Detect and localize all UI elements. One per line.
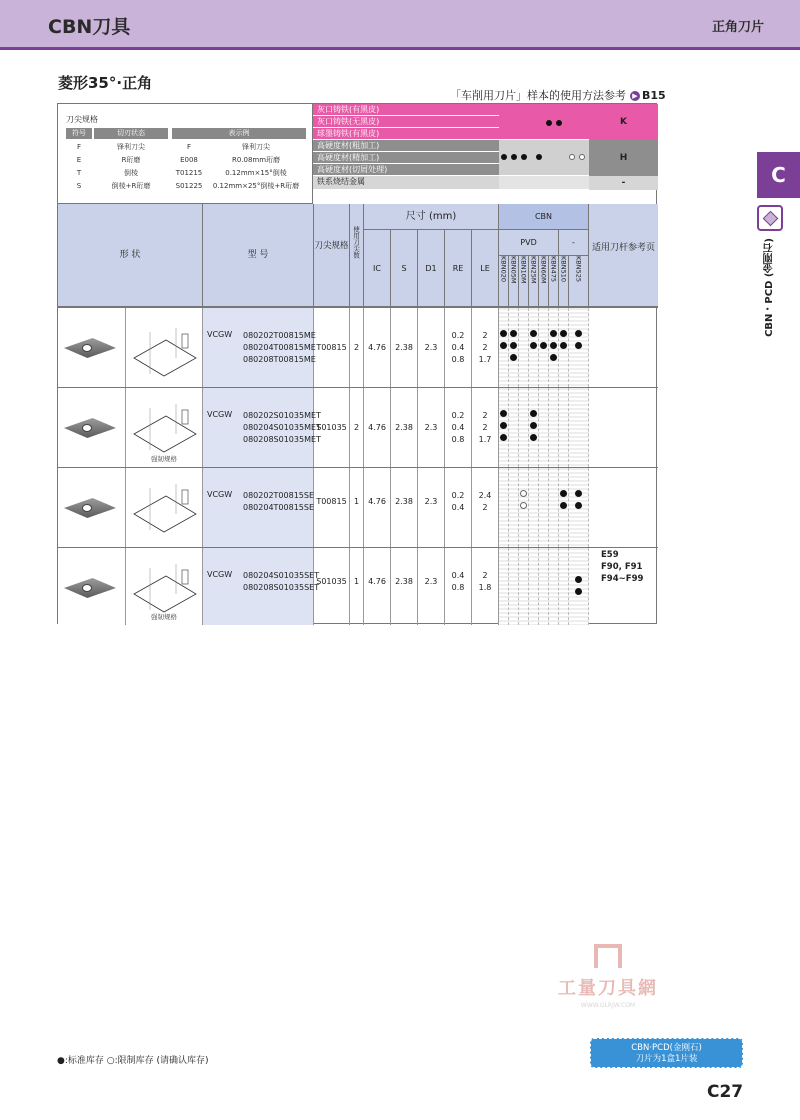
stock-dot	[510, 330, 517, 337]
stock-dot	[540, 342, 547, 349]
model-number[interactable]: 080202T00815ME	[243, 331, 316, 340]
legend-cell: T	[76, 169, 82, 177]
model-list	[243, 570, 319, 594]
model-number[interactable]: 080202S01035MET	[243, 411, 321, 420]
column-ref: 适用刀杆参考页	[589, 204, 658, 307]
tough-spec-note: 强韧规格	[151, 455, 177, 463]
tip-spec-cell: T00815	[314, 468, 350, 547]
model-prefix: VCGW	[207, 570, 233, 579]
le-cell: 2 2 1.7	[472, 388, 499, 467]
stock-dot	[550, 342, 557, 349]
model-cell	[203, 308, 314, 387]
insert-photo	[58, 468, 126, 547]
reference-note-text: 「车削用刀片」样本的使用方法参考	[450, 89, 626, 102]
re-cell: 0.2 0.4 0.8	[445, 388, 472, 467]
availability-dot	[579, 154, 585, 160]
stock-dot	[530, 330, 537, 337]
material-row: 铁系烧结金属	[313, 176, 499, 190]
model-list	[243, 490, 314, 514]
insert-photo	[58, 548, 126, 625]
reference-page-link[interactable]: F94~F99	[601, 574, 644, 584]
legend-cell: 0.12mm×15°倒棱	[225, 169, 287, 177]
stock-dot	[575, 588, 582, 595]
column-ic: IC	[364, 230, 391, 307]
watermark-name: 工量刀具網	[558, 978, 658, 999]
model-list	[243, 410, 321, 446]
packaging-badge	[590, 1038, 743, 1068]
badge-line: 刀片为1盒1片装	[635, 1054, 698, 1064]
re-cell: 0.2 0.4	[445, 468, 472, 547]
section-title: 菱形35°·正角	[58, 74, 153, 92]
d1-cell: 2.3	[418, 468, 445, 547]
grade-header: KBN525	[569, 256, 589, 307]
ic-cell: 4.76	[364, 388, 391, 467]
model-number[interactable]: 080208S01035SET	[243, 583, 320, 592]
table-row	[58, 547, 658, 625]
column-d1: D1	[418, 230, 445, 307]
ic-cell: 4.76	[364, 468, 391, 547]
d1-cell: 2.3	[418, 388, 445, 467]
legend-header-example: 表示例	[172, 128, 306, 139]
material-grid-h	[499, 140, 589, 176]
grade-header: KBN05M	[509, 256, 519, 307]
stock-legend: ●:标准库存 ○:限制库存 (请确认库存)	[57, 1056, 209, 1066]
material-grid-k	[499, 104, 589, 140]
grade-header: KBN60M	[539, 256, 549, 307]
model-prefix: VCGW	[207, 490, 233, 499]
availability-dot	[501, 154, 507, 160]
model-prefix: VCGW	[207, 330, 233, 339]
limited-stock-dot	[520, 490, 527, 497]
tip-spec-cell: S01035	[314, 388, 350, 467]
insert-photo	[58, 308, 126, 387]
availability-dot	[546, 120, 552, 126]
model-number[interactable]: 080204T00815ME	[243, 343, 316, 352]
table-row	[58, 467, 658, 547]
stock-dot	[560, 490, 567, 497]
model-number[interactable]: 080208T00815ME	[243, 355, 316, 364]
d1-cell: 2.3	[418, 308, 445, 387]
legend-cell: 倒棱+R珩磨	[111, 182, 151, 190]
le-cell: 2 2 1.7	[472, 308, 499, 387]
column-shape: 形 状	[58, 204, 203, 307]
stock-dot	[500, 342, 507, 349]
material-row: 灰口铸铁(有黑皮)	[313, 104, 499, 116]
grade-header: KBN25M	[529, 256, 539, 307]
insert-drawing	[126, 468, 203, 547]
model-number[interactable]: 080208S01035MET	[243, 435, 321, 444]
model-list	[243, 330, 316, 366]
stock-dot	[560, 342, 567, 349]
watermark-logo-icon	[594, 944, 622, 968]
stock-dot	[530, 422, 537, 429]
stock-dot	[530, 410, 537, 417]
legend-title: 刀尖规格	[66, 115, 98, 124]
legend-cell: E	[76, 156, 82, 164]
legend-cell: F	[76, 143, 82, 151]
header-title: CBN刀具	[48, 16, 131, 38]
ic-cell: 4.76	[364, 548, 391, 625]
insert-photo	[58, 388, 126, 467]
page-number: C27	[707, 1082, 744, 1102]
d1-cell: 2.3	[418, 548, 445, 625]
column-cbn: CBN	[499, 204, 589, 230]
re-cell: 0.4 0.8	[445, 548, 472, 625]
stock-dot	[500, 434, 507, 441]
tip-spec-legend	[58, 104, 313, 204]
column-corners-label: 使用刀尖数	[352, 226, 360, 259]
column-dash: -	[559, 230, 589, 256]
model-number[interactable]: 080204S01035MET	[243, 423, 321, 432]
availability-dot	[536, 154, 542, 160]
watermark	[538, 944, 678, 1009]
s-cell: 2.38	[391, 388, 418, 467]
stock-dot	[575, 330, 582, 337]
model-number[interactable]: 080202T00815SE	[243, 491, 315, 500]
grade-header: KBN510	[559, 256, 569, 307]
material-row: 高硬度材(切屑处理)	[313, 164, 499, 176]
page-header	[0, 0, 800, 50]
material-row: 高硬度材(精加工)	[313, 152, 499, 164]
le-cell: 2 1.8	[472, 548, 499, 625]
stock-dot	[500, 422, 507, 429]
s-cell: 2.38	[391, 548, 418, 625]
material-code-h: H	[589, 140, 658, 176]
legend-cell: R珩磨	[121, 156, 141, 164]
stock-dot	[550, 354, 557, 361]
legend-cell: 0.12mm×25°倒棱+R珩磨	[212, 182, 300, 190]
header-category: 正角刀片	[711, 20, 764, 35]
limited-stock-dot	[520, 502, 527, 509]
model-cell	[203, 388, 321, 467]
stock-dot	[575, 576, 582, 583]
stock-dot	[550, 330, 557, 337]
material-row: 灰口铸铁(无黑皮)	[313, 116, 499, 128]
corners-cell: 2	[350, 388, 364, 467]
column-size: 尺寸 (mm)	[364, 204, 499, 230]
corners-cell: 2	[350, 308, 364, 387]
product-table	[57, 103, 657, 624]
legend-cell: S01225	[175, 182, 203, 190]
stock-dot	[500, 410, 507, 417]
grade-header: KBN10M	[519, 256, 529, 307]
stock-dot	[530, 342, 537, 349]
legend-cell: F	[186, 143, 192, 151]
insert-diamond-icon	[757, 205, 783, 231]
column-tip-spec: 刀尖规格	[314, 204, 350, 307]
availability-dot	[521, 154, 527, 160]
tip-spec-cell: T00815	[314, 308, 350, 387]
model-cell	[203, 468, 314, 547]
legend-cell: E008	[180, 156, 198, 164]
material-grid-other	[499, 176, 589, 190]
reference-page-link[interactable]: E59	[601, 550, 619, 560]
ic-cell: 4.76	[364, 308, 391, 387]
reference-page[interactable]: B15	[642, 89, 666, 102]
le-cell: 2.4 2	[472, 468, 499, 547]
chapter-tab[interactable]: C	[757, 152, 800, 198]
stock-dot	[500, 330, 507, 337]
legend-header-state: 切刃状态	[94, 128, 168, 139]
grade-header: KBN020	[499, 256, 509, 307]
stock-dot	[560, 502, 567, 509]
reference-note	[450, 87, 666, 103]
legend-cell: 锋利刀尖	[117, 143, 145, 151]
material-row: 高硬度材(粗加工)	[313, 140, 499, 152]
grade-header: KBN475	[549, 256, 559, 307]
column-model: 型 号	[203, 204, 314, 307]
stock-dot	[575, 342, 582, 349]
insert-drawing	[126, 548, 203, 625]
material-row: 球墨铸铁(有黑皮)	[313, 128, 499, 140]
stock-dot	[560, 330, 567, 337]
legend-cell: S	[76, 182, 82, 190]
watermark-url: WWW.GLRJW.COM	[580, 1002, 636, 1009]
stock-dot	[510, 342, 517, 349]
tough-spec-note: 强韧规格	[151, 613, 177, 621]
column-le: LE	[472, 230, 499, 307]
re-cell: 0.2 0.4 0.8	[445, 308, 472, 387]
stock-dot	[510, 354, 517, 361]
corners-cell: 1	[350, 548, 364, 625]
stock-dot	[575, 502, 582, 509]
chapter-label: CBN・PCD (金刚石)	[764, 238, 775, 337]
column-pvd: PVD	[499, 230, 559, 256]
material-code-k: K	[589, 104, 658, 140]
reference-page-link[interactable]: F90, F91	[601, 562, 643, 572]
column-s: S	[391, 230, 418, 307]
toolholder-reference-pages	[601, 549, 643, 585]
corners-cell: 1	[350, 468, 364, 547]
table-row	[58, 307, 658, 387]
insert-drawing	[126, 308, 203, 387]
legend-cell: R0.08mm珩磨	[231, 156, 281, 164]
material-code-other: -	[589, 176, 658, 190]
stock-dot	[575, 490, 582, 497]
model-prefix: VCGW	[207, 410, 233, 419]
arrow-right-icon: ▶	[630, 91, 640, 101]
legend-cell: 倒棱	[124, 169, 138, 177]
column-corners	[350, 204, 364, 307]
availability-dot	[556, 120, 562, 126]
model-number[interactable]: 080204S01035SET	[243, 571, 320, 580]
legend-cell: 锋利刀尖	[242, 143, 270, 151]
tip-spec-cell: S01035	[314, 548, 350, 625]
s-cell: 2.38	[391, 468, 418, 547]
model-cell	[203, 548, 320, 625]
availability-dot	[511, 154, 517, 160]
badge-line: CBN·PCD(金刚石)	[631, 1043, 702, 1053]
model-number[interactable]: 080204T00815SE	[243, 503, 315, 512]
stock-dot	[530, 434, 537, 441]
legend-cell: T01215	[175, 169, 203, 177]
availability-dot	[569, 154, 575, 160]
insert-drawing	[126, 388, 203, 467]
legend-header-symbol: 符号	[66, 128, 92, 139]
table-row	[58, 387, 658, 467]
s-cell: 2.38	[391, 308, 418, 387]
column-re: RE	[445, 230, 472, 307]
